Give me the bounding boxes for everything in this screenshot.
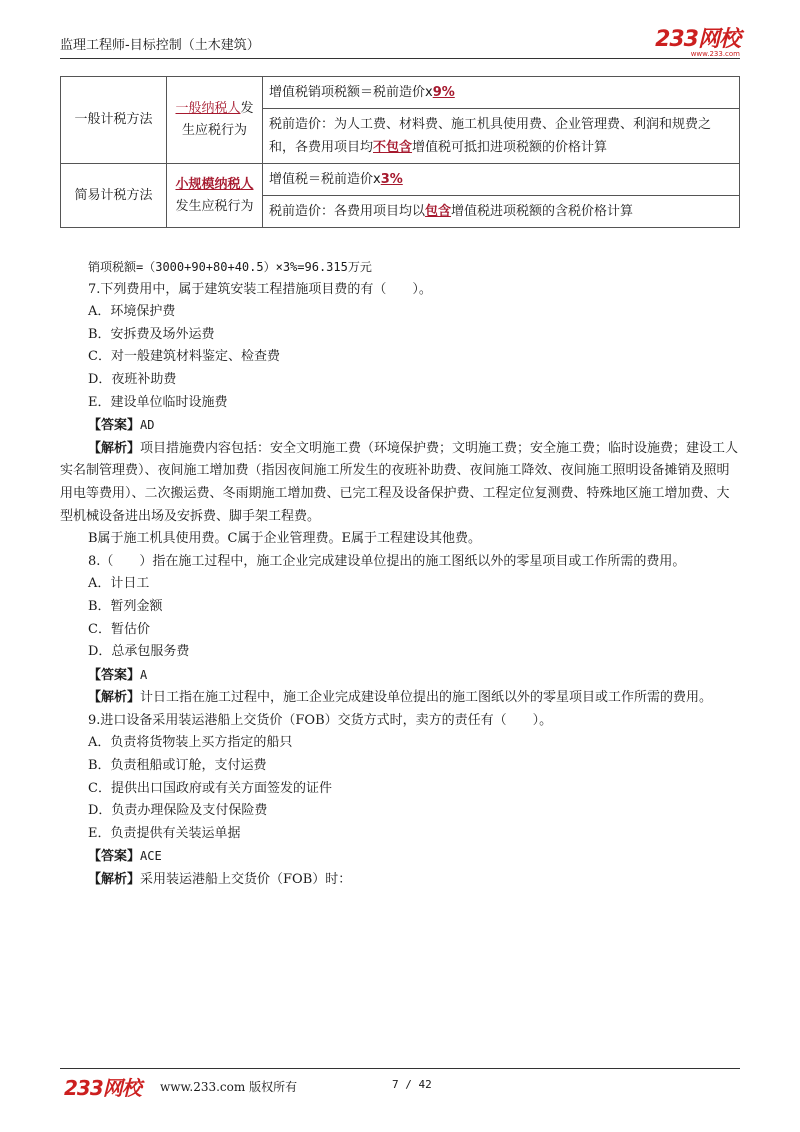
option-item: D．总承包服务费: [88, 644, 190, 660]
tax-rate: 3%: [380, 172, 403, 187]
option-item: D．夜班补助费: [88, 371, 177, 387]
question-7: 7.下列费用中，属于建筑安装工程措施项目费的有（ ）。: [88, 281, 432, 297]
method-cell: 简易计税方法: [61, 164, 167, 228]
answer-value: A: [140, 667, 148, 682]
answer-label: 【答案】: [88, 418, 141, 434]
analysis-label: 【解析】: [88, 440, 141, 456]
option-item: E．负责提供有关装运单据: [88, 825, 241, 841]
document-title: 监理工程师-目标控制（土木建筑）: [60, 38, 260, 53]
price-note: [263, 109, 739, 164]
analysis-label: 【解析】: [88, 872, 141, 888]
note-emphasis: 不包含: [373, 140, 413, 155]
subject-cell: [167, 164, 263, 228]
analysis-text: 采用装运港船上交货价（FOB）时：: [140, 872, 352, 888]
note-text: 税前造价：各费用项目均以: [269, 204, 426, 219]
option-item: B．安拆费及场外运费: [88, 326, 215, 342]
page-header: [60, 28, 740, 60]
calc-line: 销项税额=（3000+90+80+40.5）×3%=96.315万元: [88, 260, 372, 274]
formula-line: [263, 164, 739, 196]
subject-cell: [167, 77, 263, 164]
brand-logo: [655, 22, 740, 58]
table-row: [61, 164, 740, 228]
answer-line: [60, 414, 740, 438]
option-item: B．暂列金额: [88, 598, 163, 614]
answer-line: [60, 845, 740, 869]
formula-text: 增值税销项税额＝税前造价x: [269, 85, 433, 100]
answer-line: [60, 664, 740, 688]
page-number: 7 / 42: [392, 1078, 432, 1091]
option-item: A．环境保护费: [88, 304, 176, 320]
answer-label: 【答案】: [88, 667, 141, 683]
tax-rate: 9%: [432, 85, 455, 100]
option-item: C．暂估价: [88, 621, 150, 637]
method-cell: 一般计税方法: [61, 77, 167, 164]
option-item: B．负责租船或订舱，支付运费: [88, 758, 267, 774]
footer-copyright: www.233.com 版权所有: [160, 1080, 298, 1094]
analysis-line: [60, 869, 740, 892]
formula-text: 增值税＝税前造价x: [269, 172, 381, 187]
note-emphasis: 包含: [425, 204, 452, 219]
analysis-line: [60, 438, 740, 528]
note-text: 增值税进项税额的含税价格计算: [451, 204, 634, 219]
analysis-text: 项目措施费内容包括：安全文明施工费（环境保护费；文明施工费；安全施工费；临时设施费；建设工人实名制管理费）、夜间施工增加费（指因夜间施工所发生的夜班补助费、夜间施工降效、夜间施工照明设备摊销及照明用电等费用）、二次搬运费、冬雨期施工增加费、已完工程及设备保护费、工程定位复测费、特殊地区施工增加费、大型机械设备进出场及安拆费、脚手架工程费。: [60, 440, 739, 524]
table-row: [61, 77, 740, 164]
analysis-note: B属于施工机具使用费。C属于企业管理费。E属于工程建设其他费。: [88, 531, 481, 547]
analysis-label: 【解析】: [88, 690, 141, 706]
question-9: 9.进口设备采用装运港船上交货价（FOB）交货方式时，卖方的责任有（ ）。: [88, 712, 553, 728]
subject-text: 发生应税行为: [175, 198, 254, 214]
answer-value: ACE: [140, 849, 162, 864]
option-item: C．提供出口国政府或有关方面签发的证件: [88, 780, 332, 796]
answer-label: 【答案】: [88, 849, 141, 865]
taxpayer-link: 一般纳税人: [175, 101, 241, 116]
option-item: A．计日工: [88, 576, 150, 592]
option-item: C．对一般建筑材料鉴定、检查费: [88, 349, 280, 365]
formula-cell: [263, 77, 740, 164]
document-body: [60, 256, 740, 892]
formula-cell: [263, 164, 740, 228]
option-item: E．建设单位临时设施费: [88, 394, 228, 410]
taxpayer-link: 小规模纳税人: [175, 176, 254, 192]
footer-logo: 233网校: [64, 1076, 141, 1100]
question-8: 8.（ ）指在施工过程中，施工企业完成建设单位提出的施工图纸以外的零星项目或工作所需的费用。: [88, 553, 686, 569]
logo-text: 233网校: [655, 27, 740, 52]
header-divider: [60, 58, 740, 59]
footer-divider: [60, 1068, 740, 1069]
formula-line: [263, 77, 739, 109]
subject-text: 发生应税行为: [181, 101, 254, 138]
option-item: A．负责将货物装上买方指定的船只: [88, 735, 293, 751]
note-text: 税前造价：为人工费、材料费、施工机具使用费、企业管理费、利润和规费之和，各费用项目均: [269, 117, 712, 155]
answer-value: AD: [140, 418, 155, 433]
note-text: 增值税可抵扣进项税额的价格计算: [412, 140, 608, 155]
option-item: D．负责办理保险及支付保险费: [88, 803, 268, 819]
tax-method-table: [60, 76, 740, 228]
analysis-line: [60, 687, 740, 710]
analysis-text: 计日工指在施工过程中，施工企业完成建设单位提出的施工图纸以外的零星项目或工作所需的费用。: [140, 690, 713, 706]
price-note: [263, 196, 739, 228]
logo-url: www.233.com: [690, 50, 740, 58]
